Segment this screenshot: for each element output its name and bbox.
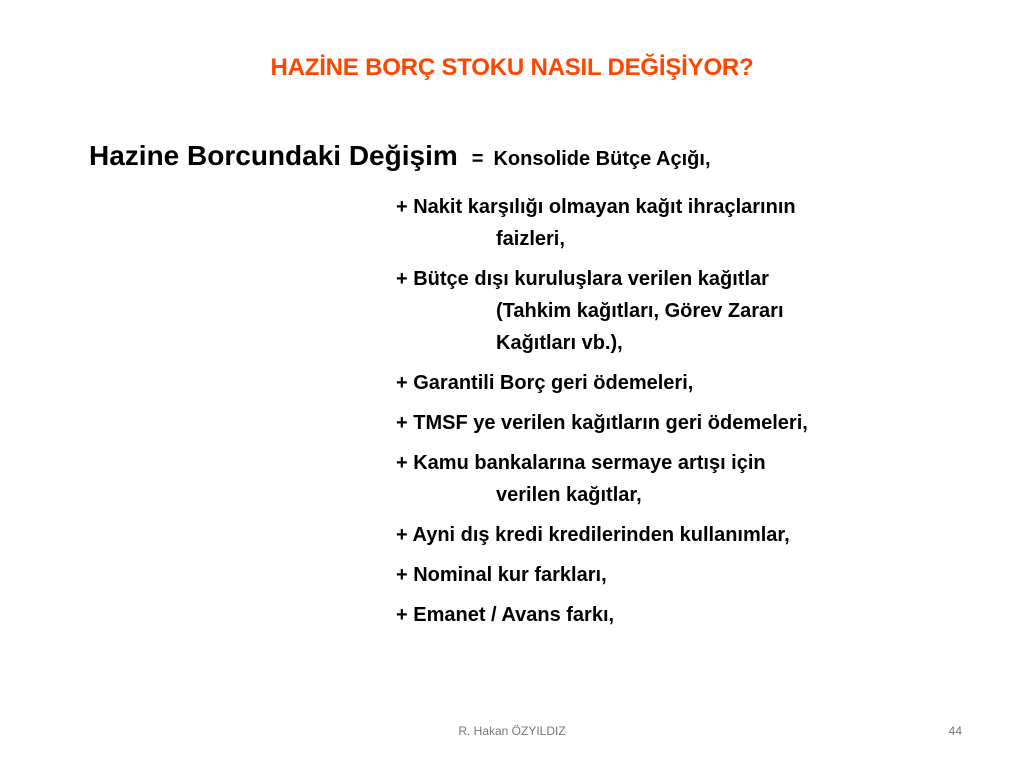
item-line-continued: verilen kağıtlar, [496,484,642,506]
list-item [396,559,996,591]
heading-first-term: Konsolide Bütçe Açığı, [493,148,711,170]
item-line-continued: faizleri, [496,228,565,250]
item-line-continued: (Tahkim kağıtları, Görev Zararı [496,300,784,322]
list-item [396,599,996,631]
item-line-continued: Kağıtları vb.), [496,332,623,354]
slide-title: HAZİNE BORÇ STOKU NASIL DEĞİŞİYOR? [270,54,754,81]
item-line: + Nominal kur farkları, [396,564,607,586]
list-item [396,519,996,551]
heading-line [89,140,711,172]
footer-author: R. Hakan ÖZYILDIZ [458,724,566,738]
item-line: + Nakit karşılığı olmayan kağıt ihraçlarının [396,196,796,218]
item-line: + TMSF ye verilen kağıtların geri ödemeleri, [396,412,808,434]
item-line: + Garantili Borç geri ödemeleri, [396,372,694,394]
list-item [396,367,996,399]
heading-equals: = [471,148,484,170]
item-line: + Ayni dış kredi kredilerinden kullanımlar, [396,524,790,546]
item-list [396,191,996,639]
list-item [396,191,996,255]
page-number: 44 [948,724,962,738]
list-item [396,263,996,359]
item-line: + Emanet / Avans farkı, [396,604,615,626]
list-item [396,447,996,511]
item-line: + Bütçe dışı kuruluşlara verilen kağıtlar [396,268,769,290]
item-line: + Kamu bankalarına sermaye artışı için [396,452,766,474]
heading-main: Hazine Borcundaki Değişim [89,140,458,171]
list-item [396,407,996,439]
